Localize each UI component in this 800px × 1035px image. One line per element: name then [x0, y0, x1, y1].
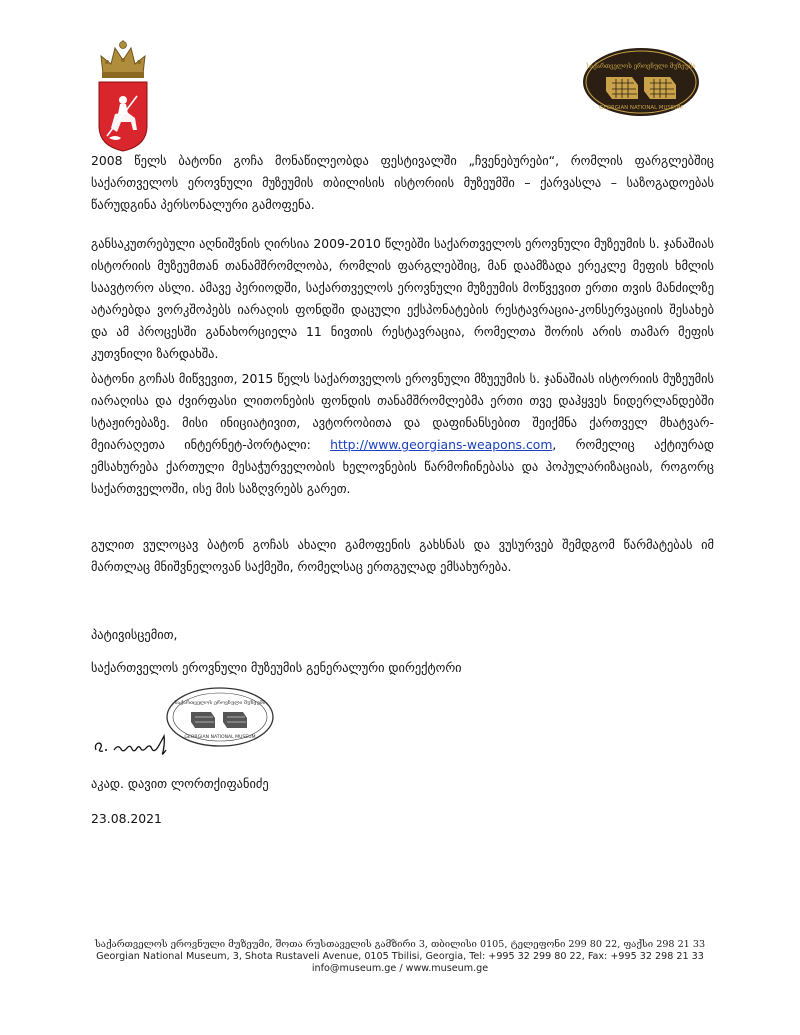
- footer: [0, 939, 800, 975]
- letter-date: 23.08.2021: [91, 811, 162, 826]
- paragraph-3: [91, 368, 714, 500]
- paragraph-3-text-b: , რომელიც აქტიურად ემსახურება ქართული მესაჭურველობის ხელოვნების წარმოჩინებასა და პოპულარიზაციას, როგორც საქართველოში, ისე მის საზღვრებს გარეთ.: [91, 437, 714, 496]
- paragraph-4: გულით ვულოცავ ბატონ გოჩას ახალი გამოფენის გახსნას და ვუსურვებ შემდგომ წარმატებას იმ მართლაც მნიშვნელოვან საქმეში, რომელსაც ერთგულად ემსახურება.: [91, 537, 714, 574]
- director-name: აკად. დავით ლორთქიფანიძე: [91, 776, 269, 791]
- footer-contacts: info@museum.ge / www.museum.ge: [311, 963, 489, 974]
- footer-address-georgian: საქართველოს ეროვნული მუზეუმი, შოთა რუსთაველის გამზირი 3, თბილისი 0105, ტელეფონი 299 80 22, ფაქსი 298 21 33: [94, 939, 706, 950]
- director-title: საქართველოს ეროვნული მუზეუმის გენერალური დირექტორი: [91, 660, 462, 675]
- museum-logo: [582, 47, 700, 117]
- paragraph-2: განსაკუთრებული აღნიშვნის ღირსია 2009-2010 წლებში საქართველოს ეროვნული მუზეუმის ს. ჯანაშიას ისტორიის მუზეუმთან თანამშრომლობა, რომლის ფარგლებშიც, მან დაამზადა ერეკლე მეფის ხმლის საავტორო ასლი. ამავე პერიოდში, საქართველოს ეროვნული მუზეუმის მოწვევით ერთი თვის მანძილზე ატარებდა ვორკშოპებს იარაღის ფონდში დაცული ექსპონატების რესტავრაცია-კონსერვაციის შესახებ და ამ პროცესში განახორციელა 11 ნივთის რესტავრაცია, რომელთა შორის არის თამარ მეფის კუთვნილი ზარდახშა.: [91, 236, 714, 361]
- footer-address-english: Georgian National Museum, 3, Shota Rustaveli Avenue, 0105 Tbilisi, Georgia, Tel: +995 32 299 80 22, Fax: +995 32 298 21 33: [96, 951, 704, 962]
- coat-of-arms-icon: [93, 38, 153, 153]
- signature: [90, 728, 190, 762]
- weapons-portal-link[interactable]: http://www.georgians-weapons.com: [330, 437, 553, 452]
- paragraph-3-text-a: ბატონი გოჩას მიწვევით, 2015 წელს საქართველოს ეროვნული მზუეუმის ს. ჯანაშიას ისტორიის მუზეუმის იარაღისა და ძვირფასი ლითონების ფონდის თანამშრომლებმა ერთი თვე დაჰყვეს ნიდერლანდებში სტაჟირებაზე. მისი ინიციატივით, ავტორობითა და დაფინანსებით შეიქმნა ქართველ მხატვარ-მეიარაღეთა ინტერნეტ-პორტალი:: [91, 371, 714, 452]
- stamp-text-top: საქართველოს ეროვნული მუზეუმი: [174, 700, 266, 706]
- museum-logo-text-bottom: GEORGIAN NATIONAL MUSEUM: [599, 105, 683, 111]
- stamp-text-bottom: GEORGIAN NATIONAL MUSEUM: [184, 735, 256, 740]
- paragraph-1: 2008 წელს ბატონი გოჩა მონაწილეობდა ფესტივალში „ჩვენებურები“, რომლის ფარგლებშიც საქართველოს ეროვნული მუზეუმის თბილისის ისტორიის მუზეუმში – ქარვასლა – საზოგადოებას წარუდგინა პერსონალური გამოფენა.: [91, 153, 714, 212]
- closing-regards: პატივისცემით,: [91, 627, 178, 642]
- museum-logo-text-top: საქართველოს ეროვნული მუზეუმი: [586, 63, 696, 70]
